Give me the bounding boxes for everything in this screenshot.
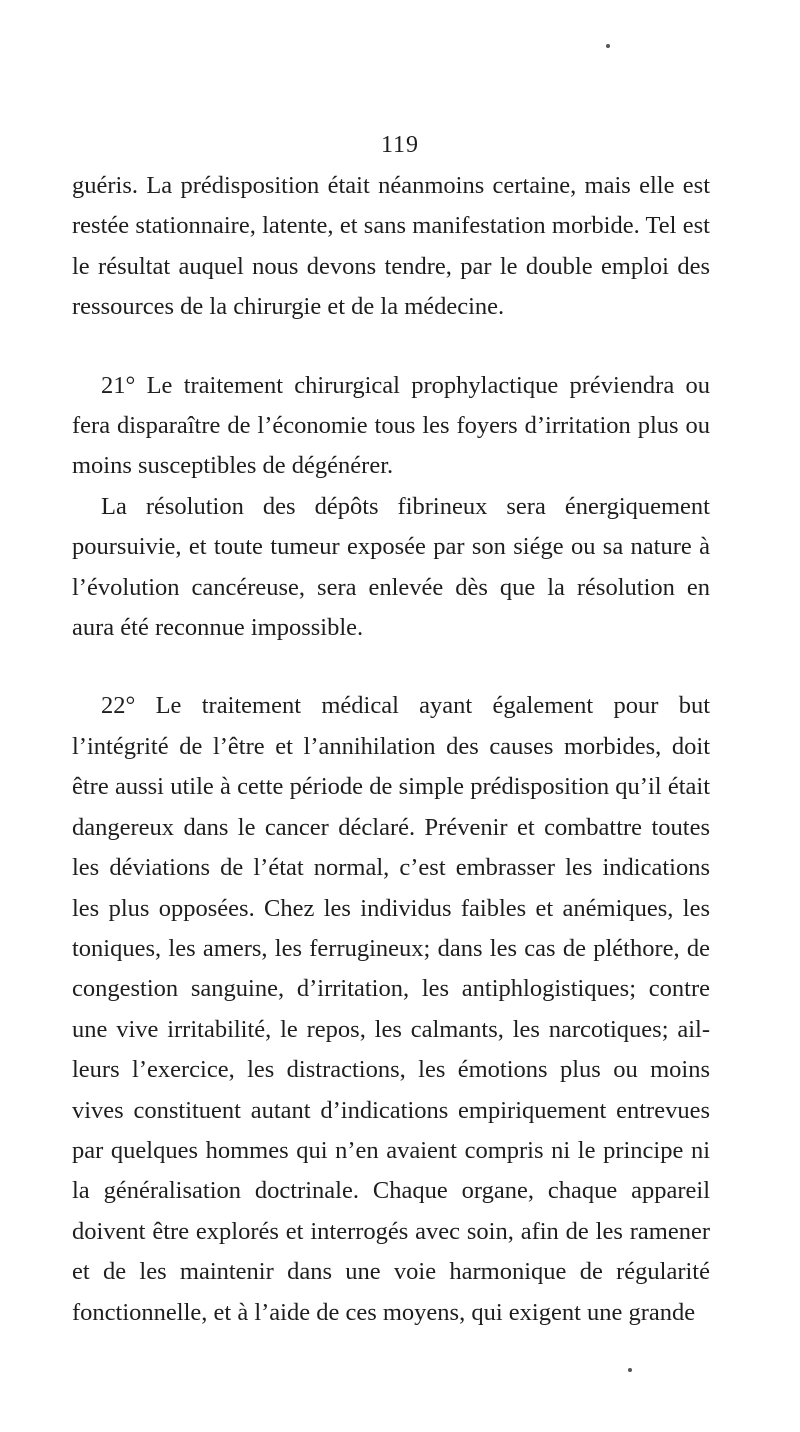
ink-speck bbox=[606, 44, 610, 48]
paragraph-continuation: guéris. La prédisposition était néanmoins certaine, mais elle est restée stationnaire, latente, et sans manifestation morbide. Tel est le résultat auquel nous devons tendre, par le double emploi des ressources de la chirurgie et de la médecine. bbox=[72, 172, 710, 321]
page-body bbox=[72, 166, 710, 1333]
paragraph-22-medical-treatment: 22° Le traitement médical ayant également pour but l’intégrité de l’être et l’annihilation des causes morbides, doit être aussi utile à cette période de simple prédisposition qu’il était dangereux dans le cancer déclaré. Prévenir et combattre toutes les déviations de l’état normal, c’est embrasser les indications les plus opposées. Chez les individus faibles et anémiques, les toniques, les amers, les ferrugineux; dans les cas de pléthore, de congestion sanguine, d’irritation, les antiphlogistiques; contre une vive irritabilité, le repos, les calmants, les narcotiques; ailleurs l’exercice, les distractions, les émotions plus ou moins vives constituent autant d’indications empiriquement entrevues par quelques hommes qui n’en avaient compris ni le principe ni la généralisation doctrinale. Chaque organe, chaque appareil doivent être explorés et interrogés avec soin, afin de les ramener et de les maintenir dans une voie harmonique de régularité fonctionnelle, et à l’aide de ces moyens, qui exigent une grande bbox=[72, 692, 710, 1326]
page-number: 119 bbox=[380, 132, 420, 158]
paragraph-fibrinous-deposits: La résolution des dépôts fibrineux sera énergiquement poursuivie, et toute tumeur exposée par son siége ou sa nature à l’évolution cancéreuse, sera enlevée dès que la résolution en aura été reconnue impossible. bbox=[72, 492, 710, 642]
paragraph-21-surgical-treatment: 21° Le traitement chirurgical prophylactique préviendra ou fera disparaître de l’économie tous les foyers d’irritation plus ou moins susceptibles de dégénérer. bbox=[72, 371, 710, 480]
ink-speck bbox=[628, 1368, 632, 1372]
